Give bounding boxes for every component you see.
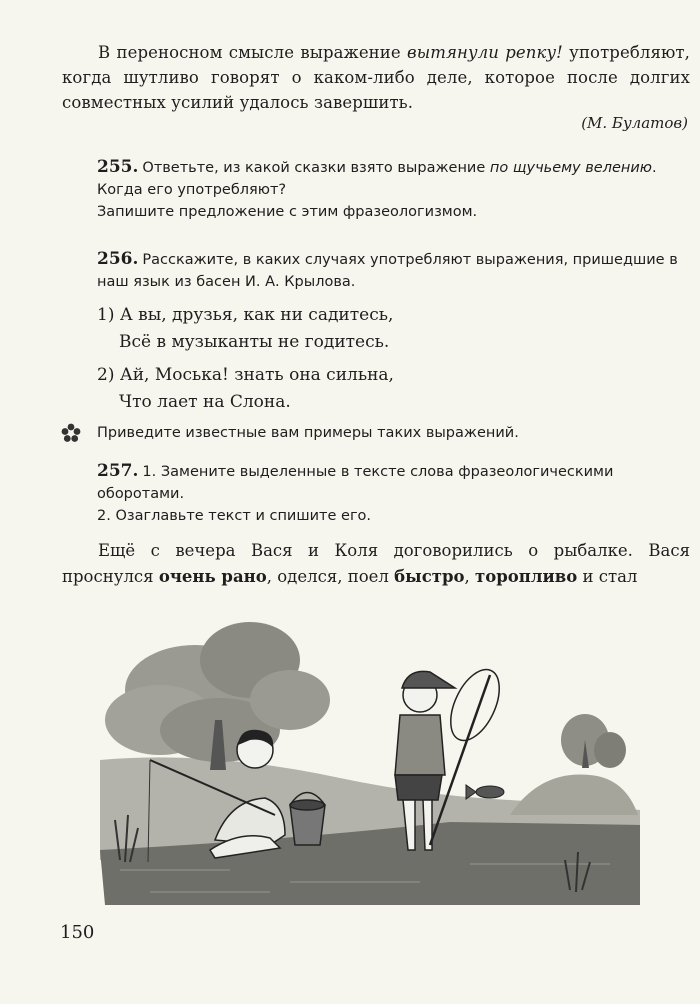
story-part: Ещё с вечера Вася и Коля договорились о рыбалке. Вася проснулся — [62, 541, 690, 586]
verse-2 — [97, 362, 394, 416]
story-part: , оделся, поел — [266, 567, 395, 586]
exercise-number: 255. — [97, 157, 139, 177]
verse-line: Что лает на Слона. — [119, 392, 291, 412]
exercise-task: Запишите предложение с этим фразеологизмом. — [97, 204, 478, 220]
exercise-number: 257. — [97, 461, 139, 481]
attribution: (М. Булатов) — [581, 114, 688, 132]
intro-text-after: употребляют, когда шутливо говорят о каком-либо деле, которое после долгих совместных усилий удалось завершить. — [62, 43, 690, 112]
exercise-text: Расскажите, в каких случаях употребляют выражения, пришедшие в наш язык из басен — [97, 252, 678, 290]
tree-icon — [105, 622, 330, 770]
page-number: 150 — [60, 922, 95, 943]
exercise-text-end: . Когда его употребляют? — [97, 160, 657, 198]
exercise-257 — [97, 460, 689, 527]
story-text — [62, 538, 690, 590]
exercise-text-end: . — [350, 274, 356, 290]
intro-text-before: В переносном смысле выражение — [98, 43, 408, 62]
verse-line: 2) Ай, Моська! знать она сильна, — [97, 365, 394, 385]
exercise-author: И. А. Крылова — [245, 274, 351, 290]
tree-icon — [561, 714, 626, 768]
exercise-task-1: 1. Замените выделенные в тексте слова фразеологическими оборотами. — [97, 464, 614, 502]
exercise-number: 256. — [97, 249, 139, 269]
story-part: и стал — [577, 567, 638, 586]
highlighted-phrase: очень рано — [158, 567, 267, 586]
fish-icon — [466, 785, 504, 799]
highlighted-phrase: торопливо — [475, 567, 578, 586]
exercise-256-task: Приведите известные вам примеры таких выражений. — [97, 425, 519, 441]
fishing-illustration — [90, 600, 650, 910]
verse-line: 1) А вы, друзья, как ни садитесь, — [97, 305, 394, 325]
story-part: , — [464, 567, 476, 586]
verse-line: Всё в музыканты не годитесь. — [119, 332, 390, 352]
flower-icon — [60, 422, 82, 444]
highlighted-phrase: быстро — [394, 567, 465, 586]
exercise-255 — [97, 156, 689, 223]
exercise-phrase: по щучьему велению — [489, 160, 653, 176]
exercise-text: Ответьте, из какой сказки взято выражение — [142, 160, 490, 176]
verse-1 — [97, 302, 393, 356]
intro-paragraph — [62, 40, 690, 115]
exercise-256 — [97, 248, 689, 293]
exercise-task-2: 2. Озаглавьте текст и спишите его. — [97, 508, 372, 524]
intro-phrase: вытянули репку! — [407, 43, 563, 62]
